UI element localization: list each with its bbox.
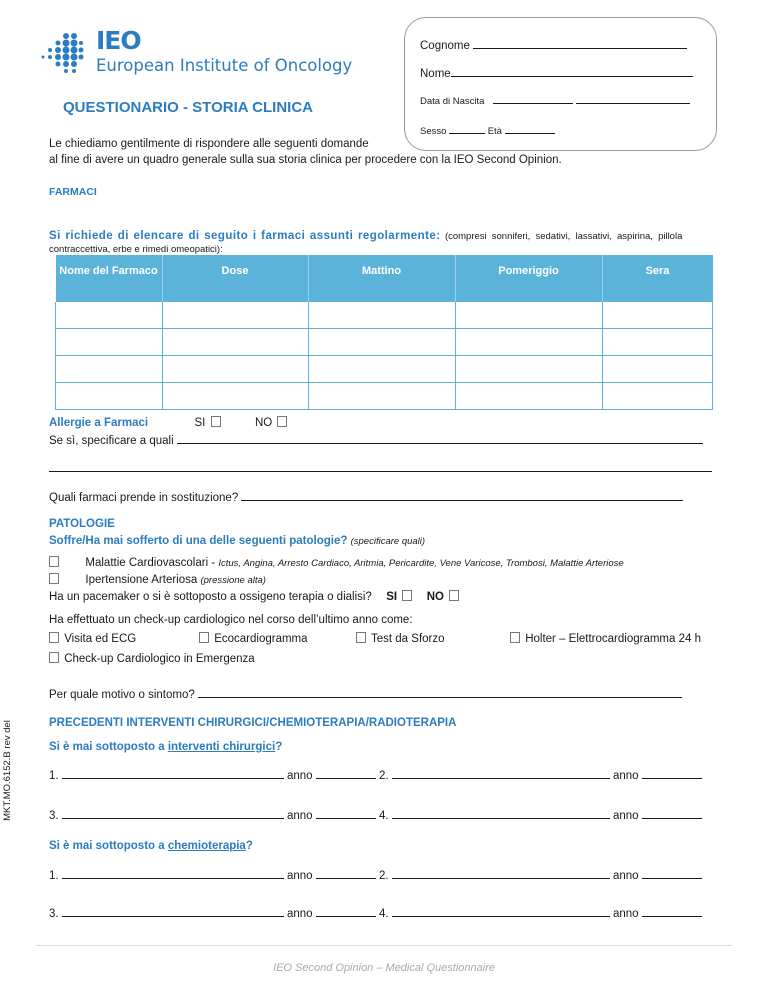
checkup-ecg-label: Visita ed ECG bbox=[64, 633, 137, 645]
allergy-question bbox=[49, 416, 289, 429]
checkup-holter-checkbox[interactable] bbox=[510, 632, 520, 643]
hypertension-note: (pressione alta) bbox=[200, 575, 266, 586]
table-row bbox=[56, 329, 713, 356]
surgery-question-link: interventi chirurgici bbox=[167, 741, 276, 753]
pacemaker-question bbox=[49, 590, 461, 603]
checkup-option-holter[interactable] bbox=[510, 632, 701, 645]
substitute-drugs-line[interactable] bbox=[241, 489, 683, 501]
table-cell[interactable] bbox=[308, 329, 455, 356]
name-field[interactable] bbox=[420, 65, 693, 80]
reason-label: Per quale motivo o sintomo? bbox=[49, 689, 195, 701]
intro-line-1: Le chiediamo gentilmente di rispondere alle seguenti domande bbox=[49, 138, 369, 150]
pathology-item-hypertension[interactable] bbox=[49, 573, 266, 586]
reason-line[interactable] bbox=[198, 686, 682, 698]
entry-line[interactable] bbox=[392, 807, 610, 819]
birth-date-line-1[interactable] bbox=[493, 93, 573, 104]
table-cell[interactable] bbox=[308, 356, 455, 383]
allergy-specify-line[interactable] bbox=[177, 432, 703, 444]
year-label: anno bbox=[287, 810, 313, 822]
year-label: anno bbox=[613, 870, 639, 882]
table-cell[interactable] bbox=[308, 302, 455, 329]
logo-short-text: IEO bbox=[96, 26, 141, 55]
table-cell[interactable] bbox=[308, 383, 455, 410]
sex-age-field[interactable] bbox=[420, 123, 555, 137]
document-code: MKT.MO.6152.B rev del bbox=[1, 720, 13, 821]
year-line[interactable] bbox=[642, 867, 702, 879]
surgery-question: Si è mai sottoposto a interventi chirurgici? bbox=[49, 741, 283, 753]
checkup-stress-label: Test da Sforzo bbox=[371, 633, 445, 645]
birth-date-label: Data di Nascita bbox=[420, 96, 485, 107]
pathologies-question-note: (specificare quali) bbox=[350, 536, 426, 547]
allergy-label: Allergie a Farmaci bbox=[49, 417, 149, 429]
year-label: anno bbox=[613, 908, 639, 920]
medications-table bbox=[55, 255, 713, 410]
col-header-morning: Mattino bbox=[308, 255, 455, 302]
sex-line[interactable] bbox=[449, 123, 485, 134]
table-row bbox=[56, 302, 713, 329]
entry-number: 2. bbox=[379, 870, 389, 882]
checkup-option-stress[interactable] bbox=[356, 632, 445, 645]
checkup-holter-label: Holter – Elettrocardiogramma 24 h bbox=[525, 633, 701, 645]
form-title: QUESTIONARIO - STORIA CLINICA bbox=[63, 99, 314, 116]
pathologies-question-text: Soffre/Ha mai sofferto di una delle seguenti patologie? bbox=[49, 535, 348, 547]
year-line[interactable] bbox=[642, 767, 702, 779]
allergy-specify-field[interactable] bbox=[49, 432, 703, 447]
year-line[interactable] bbox=[316, 905, 376, 917]
table-cell[interactable] bbox=[162, 383, 308, 410]
age-label: Età bbox=[487, 126, 502, 137]
substitute-drugs-label: Quali farmaci prende in sostituzione? bbox=[49, 492, 239, 504]
table-cell[interactable] bbox=[56, 329, 163, 356]
table-cell[interactable] bbox=[455, 302, 602, 329]
cardio-label: Malattie Cardiovascolari - bbox=[85, 557, 219, 569]
chemo-question-pre: Si è mai sottoposto a bbox=[49, 840, 168, 852]
pacemaker-yes-label: SI bbox=[386, 591, 398, 603]
table-row bbox=[56, 383, 713, 410]
surgery-section-title: PRECEDENTI INTERVENTI CHIRURGICI/CHEMIOTERAPIA/RADIOTERAPIA bbox=[49, 717, 457, 729]
footer-text: IEO Second Opinion – Medical Questionnaire bbox=[273, 962, 495, 974]
year-label: anno bbox=[287, 870, 313, 882]
surname-label: Cognome bbox=[420, 40, 470, 52]
substitute-drugs-field[interactable] bbox=[49, 489, 683, 504]
table-row bbox=[56, 356, 713, 383]
entry-line[interactable] bbox=[62, 767, 284, 779]
pathology-item-cardio[interactable] bbox=[49, 556, 624, 569]
allergy-yes-checkbox[interactable] bbox=[211, 416, 221, 427]
pacemaker-no-checkbox[interactable] bbox=[449, 590, 459, 601]
chemo-entry-row-1[interactable] bbox=[49, 867, 702, 882]
table-cell[interactable] bbox=[455, 383, 602, 410]
table-cell[interactable] bbox=[162, 329, 308, 356]
entry-number: 1. bbox=[49, 770, 59, 782]
table-cell[interactable] bbox=[602, 383, 713, 410]
drugs-request-bold: Si richiede di elencare di seguito i farmaci assunti regolarmente: bbox=[49, 230, 441, 242]
entry-line[interactable] bbox=[62, 867, 284, 879]
checkup-emergency-label: Check-up Cardiologico in Emergenza bbox=[64, 653, 255, 665]
entry-line[interactable] bbox=[392, 905, 610, 917]
surgery-entry-row-2[interactable] bbox=[49, 807, 702, 822]
table-cell[interactable] bbox=[162, 302, 308, 329]
chemo-question-link: chemioterapia bbox=[167, 840, 246, 852]
entry-number: 4. bbox=[379, 810, 389, 822]
year-label: anno bbox=[613, 770, 639, 782]
ieo-logo bbox=[36, 26, 353, 78]
cardio-checkbox[interactable] bbox=[49, 556, 59, 567]
table-cell[interactable] bbox=[162, 356, 308, 383]
hypertension-checkbox[interactable] bbox=[49, 573, 59, 584]
year-line[interactable] bbox=[316, 807, 376, 819]
pathologies-section-title: PATOLOGIE bbox=[49, 518, 115, 530]
surgery-entry-row-1[interactable] bbox=[49, 767, 702, 782]
reason-field[interactable] bbox=[49, 686, 682, 701]
year-line[interactable] bbox=[642, 807, 702, 819]
year-label: anno bbox=[287, 770, 313, 782]
age-line[interactable] bbox=[505, 123, 555, 134]
pacemaker-yes-checkbox[interactable] bbox=[402, 590, 412, 601]
entry-number: 2. bbox=[379, 770, 389, 782]
entry-line[interactable] bbox=[62, 807, 284, 819]
hypertension-label: Ipertensione Arteriosa bbox=[85, 574, 201, 586]
surgery-question-pre: Si è mai sottoposto a bbox=[49, 741, 168, 753]
drugs-request bbox=[49, 226, 717, 255]
col-header-drug-name: Nome del Farmaco bbox=[56, 255, 163, 302]
allergy-no-checkbox[interactable] bbox=[277, 416, 287, 427]
name-line[interactable] bbox=[451, 65, 693, 77]
table-cell[interactable] bbox=[56, 383, 163, 410]
entry-number: 3. bbox=[49, 810, 59, 822]
birth-date-field[interactable] bbox=[420, 93, 690, 107]
checkup-echo-label: Ecocardiogramma bbox=[214, 633, 308, 645]
table-cell[interactable] bbox=[602, 356, 713, 383]
allergy-extra-line[interactable] bbox=[49, 471, 712, 472]
entry-line[interactable] bbox=[62, 905, 284, 917]
pacemaker-no-label: NO bbox=[426, 591, 444, 603]
year-label: anno bbox=[613, 810, 639, 822]
chemo-entry-row-2[interactable] bbox=[49, 905, 702, 920]
year-label: anno bbox=[287, 908, 313, 920]
col-header-afternoon: Pomeriggio bbox=[455, 255, 602, 302]
entry-line[interactable] bbox=[392, 767, 610, 779]
chemo-question: Si è mai sottoposto a chemioterapia? bbox=[49, 840, 253, 852]
entry-number: 4. bbox=[379, 908, 389, 920]
checkup-option-emergency[interactable] bbox=[49, 652, 255, 665]
checkup-stress-checkbox[interactable] bbox=[356, 632, 366, 643]
table-cell[interactable] bbox=[455, 356, 602, 383]
entry-number: 3. bbox=[49, 908, 59, 920]
table-cell[interactable] bbox=[455, 329, 602, 356]
allergy-no-label: NO bbox=[254, 417, 273, 429]
table-cell[interactable] bbox=[56, 302, 163, 329]
year-line[interactable] bbox=[316, 767, 376, 779]
table-cell[interactable] bbox=[56, 356, 163, 383]
allergy-specify-label: Se sì, specificare a quali bbox=[49, 435, 174, 447]
pathologies-question bbox=[49, 535, 425, 547]
sex-label: Sesso bbox=[420, 126, 447, 137]
year-line[interactable] bbox=[316, 867, 376, 879]
drugs-request-note-1: (compresi sonniferi, sedativi, lassativi, aspirina, pillola bbox=[444, 231, 683, 242]
drugs-request-note-2: contraccettiva, erbe e rimedi omeopatici): bbox=[49, 244, 223, 255]
footer-divider bbox=[36, 945, 732, 946]
table-cell[interactable] bbox=[602, 329, 713, 356]
birth-date-line-2[interactable] bbox=[576, 93, 690, 104]
checkup-option-ecg[interactable] bbox=[49, 632, 136, 645]
col-header-dose: Dose bbox=[162, 255, 308, 302]
cardio-note: Ictus, Angina, Arresto Cardiaco, Aritmia, Pericardite, Vene Varicose, Trombosi, Malattie Arteriose bbox=[218, 558, 624, 569]
surname-line[interactable] bbox=[473, 37, 687, 49]
checkup-echo-checkbox[interactable] bbox=[199, 632, 209, 643]
checkup-question: Ha effettuato un check-up cardiologico nel corso dell’ultimo anno come: bbox=[49, 614, 413, 626]
checkup-ecg-checkbox[interactable] bbox=[49, 632, 59, 643]
logo-full-text: European Institute of Oncology bbox=[96, 56, 353, 75]
pacemaker-question-text: Ha un pacemaker o si è sottoposto a ossigeno terapia o dialisi? bbox=[49, 591, 372, 603]
checkup-option-echo[interactable] bbox=[199, 632, 308, 645]
entry-number: 1. bbox=[49, 870, 59, 882]
table-cell[interactable] bbox=[602, 302, 713, 329]
drugs-section-title: FARMACI bbox=[49, 186, 97, 198]
name-label: Nome bbox=[420, 68, 451, 80]
intro-line-2: al fine di avere un quadro generale sulla sua storia clinica per procedere con la IEO Second Opinion. bbox=[49, 154, 562, 166]
entry-line[interactable] bbox=[392, 867, 610, 879]
surname-field[interactable] bbox=[420, 37, 687, 52]
allergy-yes-label: SI bbox=[194, 417, 206, 429]
logo-dots-icon bbox=[36, 28, 86, 78]
year-line[interactable] bbox=[642, 905, 702, 917]
checkup-emergency-checkbox[interactable] bbox=[49, 652, 59, 663]
col-header-evening: Sera bbox=[602, 255, 713, 302]
